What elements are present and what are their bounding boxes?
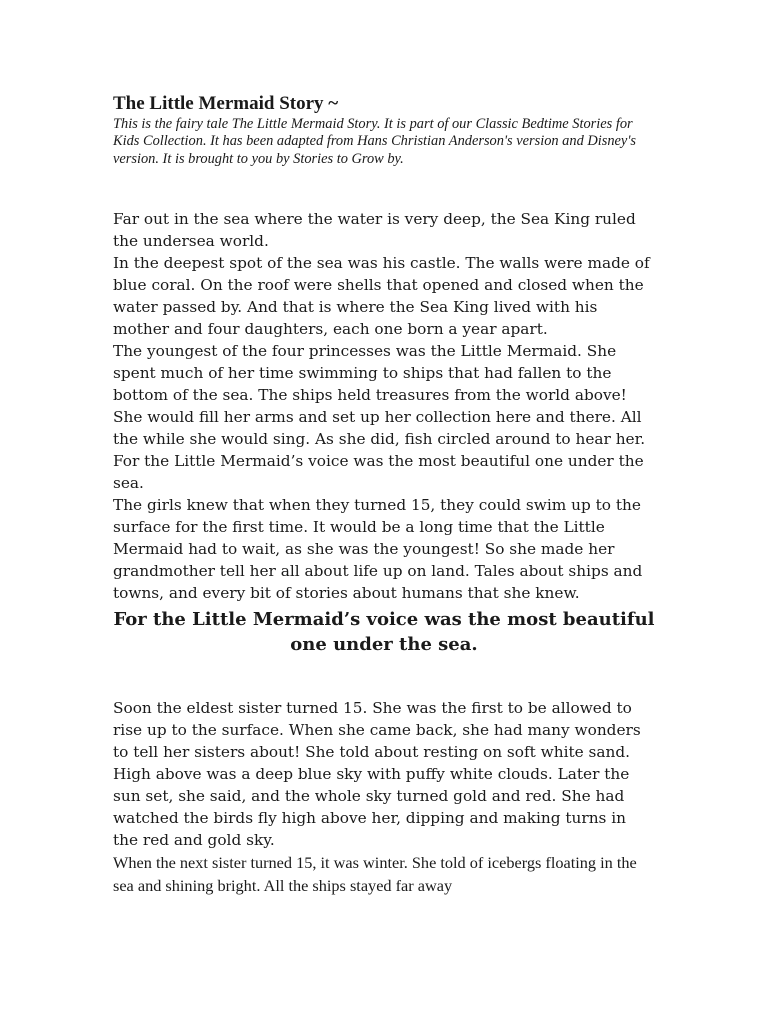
story-paragraph: Far out in the sea where the water is very deep, the Sea King ruled the undersea world. [113,210,636,251]
story-intro: This is the fairy tale The Little Mermaid Story. It is part of our Classic Bedtime Stories for Kids Collection. It has been adapted from Hans Christian Anderson's version and Disney's version. It is brought to you by Stories to Grow by. [113,116,637,167]
story-title: The Little Mermaid Story ~ [113,93,339,114]
story-paragraph: The girls knew that when they turned 15, they could swim up to the surface for the first time. It would be a long time that the Little Mermaid had to wait, as she was the youngest! So she made her grandmother tell her all about life up on land. Tales about ships and towns, and every bit of stories about humans that she knew. [113,496,643,603]
pull-quote: For the Little Mermaid’s voice was the most beautiful one under the sea. [113,609,655,656]
document-page [113,92,653,897]
story-paragraph: Soon the eldest sister turned 15. She was the first to be allowed to rise up to the surface. When she came back, she had many wonders to tell her sisters about! She told about resting on soft white sand. High above was a deep blue sky with puffy white clouds. Later the sun set, she said, and the whole sky turned gold and red. She had watched the birds fly high above her, dipping and making turns in the red and gold sky. [113,699,641,850]
story-paragraph-truncated: When the next sister turned 15, it was winter. She told of icebergs floating in the sea and shining bright. All the ships stayed far away [113,853,637,896]
story-paragraph: In the deepest spot of the sea was his castle. The walls were made of blue coral. On the roof were shells that opened and closed when the water passed by. And that is where the Sea King lived with his mother and four daughters, each one born a year apart. [113,254,650,339]
story-paragraph: The youngest of the four princesses was the Little Mermaid. She spent much of her time swimming to ships that had fallen to the bottom of the sea. The ships held treasures from the world above! She would fill her arms and set up her collection here and there. All the while she would sing. As she did, fish circled around to hear her. For the Little Mermaid’s voice was the most beautiful one under the sea. [113,342,646,493]
